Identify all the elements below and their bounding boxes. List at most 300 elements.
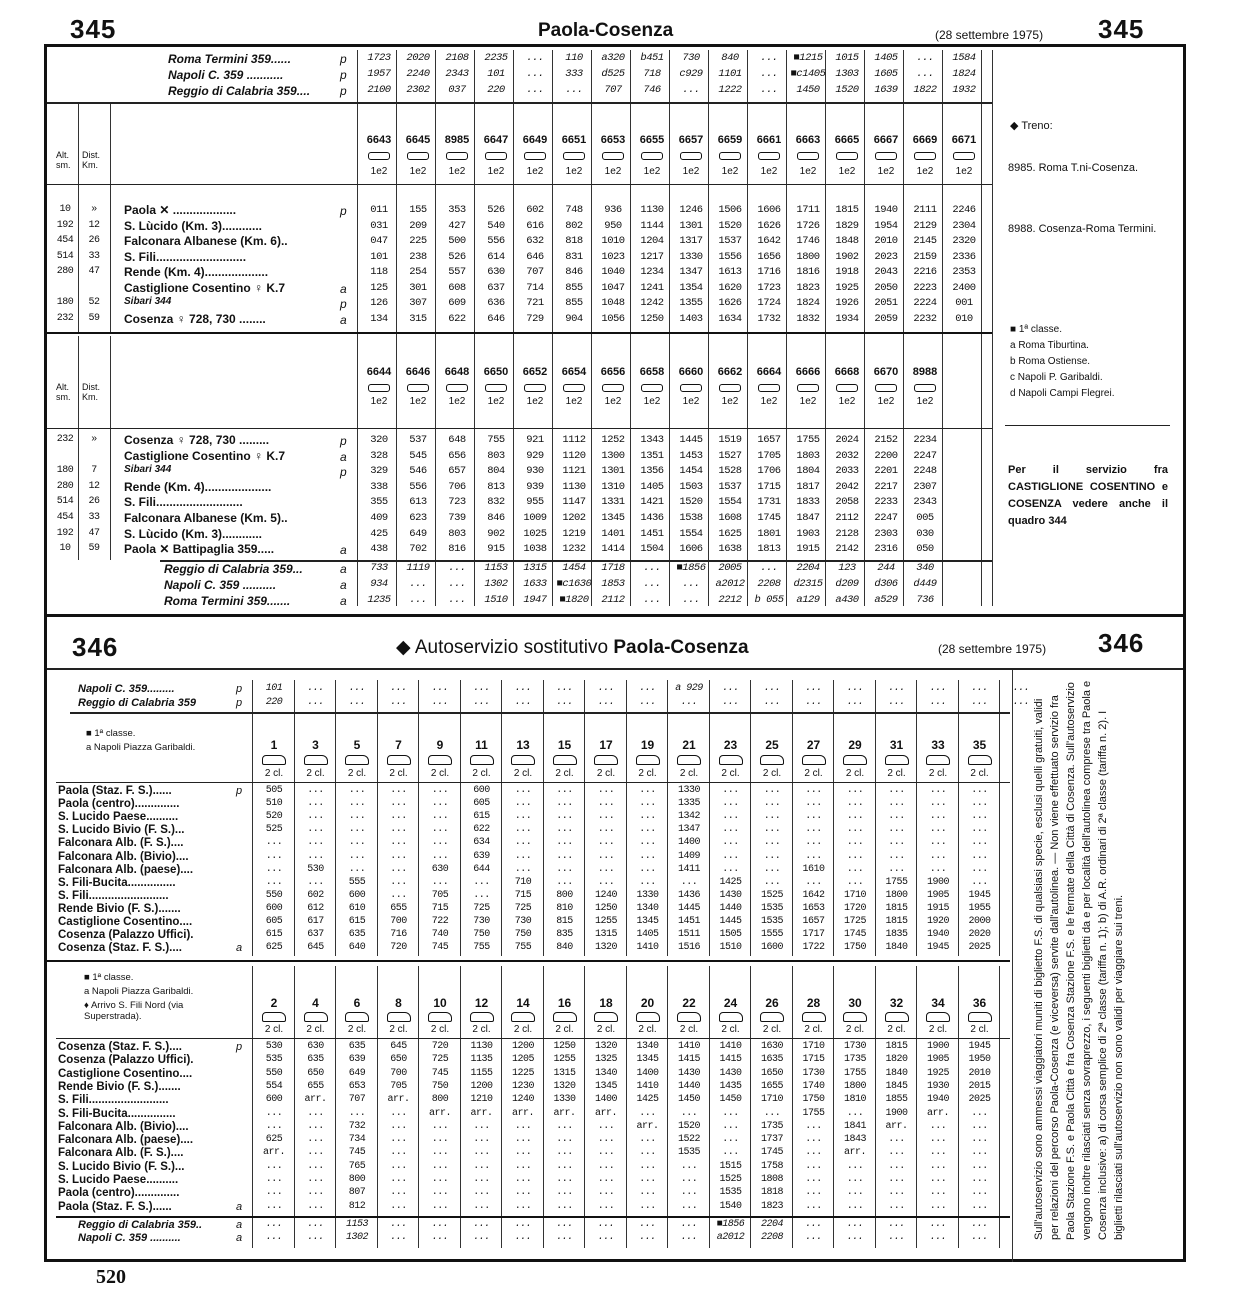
time-cell: ...	[431, 811, 449, 823]
train-class: 1e2	[604, 166, 622, 177]
time-cell: ...	[390, 837, 407, 849]
time-cell: ...	[846, 850, 864, 862]
train-class: 1e2	[526, 166, 544, 177]
time-cell: 818	[565, 235, 583, 247]
time-cell: ...	[556, 811, 573, 823]
table-number-right-346: 346	[1098, 628, 1145, 658]
time-cell: ...	[722, 785, 739, 796]
time-cell: ...	[307, 1174, 324, 1185]
time-cell: ...	[846, 1200, 864, 1212]
time-cell: 715	[431, 902, 449, 914]
train-number: 6666	[795, 366, 821, 378]
train-number: 6654	[561, 366, 587, 378]
time-cell: 1414	[601, 543, 625, 556]
column-rule	[252, 680, 253, 956]
time-cell: 846	[487, 512, 505, 524]
time-cell: ...	[597, 1160, 615, 1172]
time-cell: 600	[348, 889, 366, 901]
station-name: Falconara Alb. (Bivio)....	[58, 1120, 189, 1133]
time-cell: 1932	[952, 84, 976, 96]
time-cell: 600	[265, 902, 283, 914]
altitude: 232	[56, 312, 74, 324]
run-number: 13	[516, 738, 530, 752]
time-cell: 1810	[843, 1094, 866, 1106]
time-cell: 101	[487, 68, 505, 80]
bus-icon	[511, 755, 535, 765]
bus-class: 2 cl.	[555, 1024, 574, 1035]
column-rule	[252, 966, 253, 1248]
time-cell: 427	[448, 219, 466, 232]
time-cell: 1610	[802, 863, 825, 875]
train-number: 6652	[522, 366, 548, 378]
bus-icon	[885, 755, 909, 765]
bus-class: 2 cl.	[472, 768, 491, 779]
time-cell: ...	[929, 1200, 947, 1212]
time-cell: ...	[929, 1147, 947, 1159]
time-cell: 600	[265, 1094, 283, 1106]
time-cell: 1056	[601, 312, 625, 325]
bus-class: 2 cl.	[389, 1024, 408, 1035]
time-cell: 921	[526, 434, 544, 446]
time-cell: ...	[348, 683, 366, 694]
time-cell: 1745	[843, 929, 866, 941]
time-cell: 1750	[802, 1094, 825, 1106]
time-cell: ...	[971, 837, 988, 849]
time-cell: 733	[370, 562, 388, 574]
time-cell: ...	[971, 1200, 988, 1212]
time-cell: ...	[846, 1219, 864, 1230]
fare-conditions-note: Sull'autoservizio sono ammessi viaggiatori muniti di biglietto F.S. di qualsiasi specie, esclusi quelli gratuiti, validi per relazioni del percorso Paola-Cosenza (e viceversa) servite dall'autolinea. — Non viene effettuato servizio fra Paola Stazione F.S. e Paola Città e fra Cosenza Stazione F.S. e le fermate della Città di Cosenza. Sull'autoservizio vengono inoltre rilasciati senza sovraprezzo, i seguenti biglietti da e per località dell'autolinea comprese tra Paola e Cosenza inclusive: a) di corsa semplice di 2ª classe (tariffa n. 1); b) di A.R. ordinari di 2ª classe (tariffa n. 2). I biglietti rilasciati sull'autoservizio non sono validi per viaggiare sui treni.	[1033, 680, 1125, 1240]
run-number: 24	[723, 996, 738, 1010]
time-cell: ...	[597, 1219, 615, 1230]
time-cell: 707	[348, 1094, 366, 1106]
time-cell: 2010	[968, 1067, 991, 1079]
time-cell: 650	[390, 1054, 407, 1066]
time-cell: ...	[348, 785, 366, 796]
time-cell: 1947	[523, 594, 547, 606]
time-cell: 1403	[679, 312, 703, 325]
time-cell: ...	[390, 798, 407, 810]
time-cell: 1255	[594, 916, 617, 927]
time-cell: ...	[526, 52, 544, 64]
time-cell: 1920	[926, 916, 949, 927]
time-cell: ...	[390, 1160, 407, 1172]
time-cell: ...	[307, 1187, 324, 1199]
time-cell: ■c1630	[556, 578, 592, 590]
time-cell: ■1215	[793, 52, 823, 64]
station-name: Falconara Albanese (Km. 5)..	[124, 511, 288, 525]
time-cell: ...	[348, 850, 366, 862]
time-cell: ...	[348, 863, 366, 875]
time-cell: ■1856	[676, 562, 706, 574]
time-cell: ...	[307, 1160, 324, 1172]
time-cell: ...	[431, 798, 449, 810]
time-cell: 2112	[601, 594, 625, 606]
time-cell: ...	[929, 1174, 947, 1185]
time-cell: 1650	[760, 1067, 783, 1079]
bus-class: 2 cl.	[928, 768, 948, 779]
time-cell: 155	[409, 204, 427, 216]
time-cell: ...	[265, 876, 283, 888]
time-cell: 625	[265, 942, 283, 954]
time-cell: 1847	[796, 512, 820, 524]
station-name: Paola (centro)..............	[58, 798, 180, 811]
time-cell: 1240	[511, 1094, 534, 1106]
table-number-left: 345	[70, 14, 117, 44]
time-cell: 1745	[757, 512, 781, 524]
time-cell: ...	[556, 1160, 573, 1172]
time-cell: ...	[597, 1120, 615, 1132]
time-cell: 929	[526, 449, 544, 462]
time-cell: 438	[370, 543, 388, 556]
run-number: 15	[557, 738, 572, 752]
station-name: S. Fili.........................	[58, 889, 169, 902]
time-cell: ...	[307, 1120, 324, 1132]
time-cell: ...	[846, 1160, 864, 1172]
time-cell: 1800	[843, 1080, 866, 1092]
table-title: Paola-Cosenza	[538, 20, 674, 41]
station-name: S. Lucido Bivio (F. S.)...	[58, 824, 185, 837]
time-cell: 1822	[913, 84, 937, 96]
time-cell: 718	[643, 68, 661, 80]
time-cell: ...	[929, 683, 947, 694]
time-cell: ...	[639, 1134, 656, 1146]
time-cell: 340	[916, 562, 934, 574]
train-number: 6646	[405, 366, 431, 378]
time-cell: 720	[431, 1041, 449, 1052]
time-cell: 750	[431, 1080, 449, 1092]
time-cell: ...	[265, 1200, 283, 1212]
station-name: Rende (Km. 4)...................	[124, 265, 269, 279]
time-cell: 632	[526, 235, 544, 247]
time-cell: ...	[265, 1160, 283, 1172]
time-cell: 649	[348, 1067, 366, 1079]
time-cell: 2010	[874, 235, 898, 247]
time-cell: ...	[514, 850, 532, 862]
time-cell: 001	[955, 297, 973, 309]
time-cell: 1520	[677, 1120, 700, 1132]
bus-class: 2 cl.	[679, 768, 699, 779]
divider	[56, 1038, 1010, 1039]
time-cell: 1025	[523, 527, 547, 540]
time-cell: ...	[565, 84, 583, 96]
time-cell: 1330	[553, 1094, 576, 1106]
train-number: 8988	[912, 366, 938, 378]
time-cell: 1731	[757, 496, 781, 509]
time-cell: 831	[565, 250, 583, 263]
time-cell: 1415	[719, 1054, 742, 1066]
altitude: 280	[56, 480, 74, 492]
time-cell: 301	[409, 281, 427, 294]
time-cell: 101	[370, 250, 388, 263]
time-cell: ...	[888, 1232, 905, 1243]
time-cell: ...	[514, 1160, 532, 1172]
time-cell: 1525	[719, 1174, 742, 1185]
altitude: 454	[56, 235, 74, 246]
time-cell: 1820	[885, 1054, 908, 1066]
time-cell: 902	[487, 527, 505, 540]
page-number: 520	[96, 1266, 126, 1288]
time-cell: 1200	[470, 1080, 493, 1092]
train-class: 1e2	[370, 166, 388, 177]
time-cell: ...	[1012, 697, 1030, 708]
time-cell: 1940	[926, 1094, 949, 1106]
time-cell: 2233	[874, 496, 898, 509]
time-cell: ...	[929, 1187, 947, 1199]
arr-dep-flag: a	[236, 942, 243, 955]
time-cell: ...	[929, 863, 947, 875]
time-cell: ...	[307, 811, 324, 823]
time-cell: ...	[597, 1232, 615, 1243]
time-cell: 1705	[757, 449, 781, 462]
time-cell: 2025	[968, 1094, 991, 1106]
train-class: 1e2	[916, 396, 934, 407]
time-cell: 1955	[968, 902, 991, 914]
bus-class: 2 cl.	[970, 768, 989, 779]
station-name: Falconara Alb. (Bivio)....	[58, 850, 189, 863]
time-cell: 1504	[640, 543, 664, 556]
time-cell: 803	[448, 527, 466, 540]
station-name: Castiglione Cosentino....	[58, 1067, 193, 1080]
time-cell: ...	[431, 1120, 449, 1132]
train-icon	[563, 384, 585, 392]
train-icon	[914, 384, 936, 392]
time-cell: ...	[556, 683, 573, 694]
time-cell: ...	[514, 1219, 532, 1230]
time-cell: 934	[370, 578, 388, 590]
station-name: Rende Bivio (F. S.).......	[58, 1080, 181, 1093]
time-cell: ...	[971, 1107, 988, 1119]
time-cell: 1450	[677, 1094, 700, 1106]
time-cell: ...	[846, 863, 864, 875]
bus-icon	[885, 1012, 909, 1022]
time-cell: ...	[888, 798, 905, 810]
time-cell: 315	[409, 312, 427, 325]
time-cell: 1047	[601, 281, 625, 294]
time-cell: ...	[722, 798, 739, 810]
station-name: Cosenza (Palazzo Uffici).	[58, 1054, 194, 1067]
run-number: 14	[516, 996, 530, 1010]
time-cell: 1210	[470, 1094, 493, 1106]
divider	[47, 428, 992, 429]
time-cell: ...	[431, 1219, 449, 1230]
arr-dep-flag: a	[340, 281, 347, 296]
divider	[47, 184, 992, 185]
time-cell: ...	[390, 863, 407, 875]
time-cell: 1246	[679, 204, 703, 216]
time-cell: 1808	[760, 1174, 783, 1185]
time-cell: 2042	[835, 480, 859, 493]
time-cell: 846	[565, 266, 583, 278]
time-cell: ...	[805, 850, 822, 862]
time-cell: 1710	[760, 1094, 783, 1106]
time-cell: 702	[409, 543, 427, 556]
time-cell: 520	[265, 811, 283, 823]
time-cell: 425	[370, 527, 388, 540]
train-class: 1e2	[526, 396, 544, 407]
distance: 52	[88, 297, 100, 308]
time-cell: 800	[348, 1174, 366, 1185]
time-cell: 1715	[802, 1054, 825, 1066]
time-cell: 1048	[601, 297, 625, 309]
time-cell: 840	[721, 52, 739, 64]
time-cell: 1320	[553, 1080, 576, 1092]
time-cell: 1302	[345, 1232, 368, 1243]
bus-icon	[387, 755, 411, 765]
time-cell: 1940	[926, 929, 949, 941]
time-cell: 1737	[760, 1134, 783, 1146]
train-icon	[641, 384, 663, 392]
time-cell: ...	[722, 1120, 739, 1132]
time-cell: 1853	[601, 578, 625, 590]
time-cell: 557	[448, 266, 466, 278]
time-cell: 011	[370, 204, 388, 216]
time-cell: ...	[971, 1219, 988, 1230]
time-cell: ...	[763, 1107, 781, 1119]
train-icon	[407, 152, 429, 160]
time-cell: ...	[929, 1120, 947, 1132]
station-name: Castiglione Cosentino ♀ K.7	[124, 280, 286, 295]
time-cell: 1252	[601, 434, 625, 446]
alt-header: Alt. sm.	[56, 150, 71, 170]
time-cell: ...	[763, 824, 781, 836]
time-cell: 636	[487, 297, 505, 309]
time-cell: 1723	[757, 281, 781, 294]
time-cell: 1015	[835, 52, 859, 64]
train-number: 6669	[912, 134, 938, 146]
time-cell: 2400	[952, 281, 976, 294]
time-cell: 1725	[843, 916, 866, 927]
time-cell: c929	[679, 68, 703, 80]
train-class: 1e2	[643, 396, 661, 407]
time-cell: 1010	[601, 235, 625, 247]
time-cell: 1410	[677, 1041, 700, 1052]
station-name: Reggio di Calabria 359....	[168, 84, 311, 98]
altitude: 180	[56, 465, 74, 477]
time-cell: 1430	[719, 1067, 742, 1079]
time-cell: 1824	[952, 68, 976, 80]
time-cell: 1620	[718, 281, 742, 294]
train-class: 1e2	[877, 396, 895, 407]
time-cell: ...	[639, 683, 656, 694]
time-cell: 722	[431, 916, 449, 927]
time-cell: 1605	[874, 68, 898, 80]
time-cell: ■1856	[716, 1219, 745, 1230]
time-cell: 1840	[885, 942, 908, 954]
time-cell: a529	[874, 594, 898, 606]
column-rule	[78, 336, 79, 560]
run-number: 17	[599, 738, 613, 752]
time-cell: 623	[409, 512, 427, 524]
run-number: 10	[433, 996, 447, 1010]
time-cell: 2304	[952, 219, 976, 232]
bus-icon	[428, 1012, 452, 1022]
time-cell: ...	[514, 863, 532, 875]
time-cell: 602	[307, 889, 324, 901]
time-cell: 1300	[601, 449, 625, 462]
train-icon	[914, 152, 936, 160]
bus-icon	[802, 1012, 826, 1022]
time-cell: ...	[348, 1107, 366, 1119]
station-name: Cosenza (Staz. F. S.)....	[58, 1041, 182, 1053]
time-cell: ...	[971, 811, 988, 823]
time-cell: arr.	[843, 1147, 866, 1159]
time-cell: 645	[307, 942, 324, 954]
station-name: Castiglione Cosentino....	[58, 916, 193, 928]
altitude: 10	[59, 204, 71, 215]
train-icon	[407, 384, 429, 392]
time-cell: ...	[556, 824, 573, 836]
time-cell: ...	[760, 562, 778, 574]
altitude: 280	[56, 266, 74, 277]
bus-icon	[470, 755, 494, 765]
bus-icon	[926, 1012, 950, 1022]
time-cell: 1400	[594, 1094, 617, 1106]
station-name: Falconara Alb. (paese)....	[58, 863, 194, 876]
time-cell: ...	[348, 798, 366, 810]
time-cell: ...	[763, 837, 781, 849]
time-cell: ...	[473, 1120, 490, 1132]
time-cell: 409	[370, 512, 388, 524]
time-cell: 550	[265, 1067, 283, 1079]
time-cell: 705	[431, 889, 449, 901]
train-class: 1e2	[877, 166, 895, 177]
time-cell: 1715	[757, 480, 781, 493]
station-name: Napoli C. 359.........	[78, 683, 175, 695]
time-cell: 1642	[757, 235, 781, 247]
time-cell: 1315	[553, 1067, 576, 1079]
time-cell: 1144	[640, 219, 664, 232]
time-cell: 1200	[511, 1041, 534, 1052]
bus-class: 2 cl.	[264, 1024, 284, 1035]
time-cell: ...	[805, 1160, 822, 1172]
train-class: 1e2	[370, 396, 388, 407]
time-cell: ...	[597, 863, 615, 875]
bus-class: 2 cl.	[306, 768, 325, 779]
time-cell: ...	[431, 1187, 449, 1199]
station-name: Sibari 344	[124, 296, 172, 307]
time-cell: ...	[473, 1134, 490, 1146]
time-cell: 716	[390, 929, 407, 941]
time-cell: 1954	[874, 219, 898, 232]
run-number: 16	[557, 996, 572, 1010]
distance: 33	[88, 512, 100, 523]
time-cell: 765	[348, 1160, 366, 1172]
time-cell: ...	[846, 876, 864, 888]
time-cell: 750	[473, 929, 490, 941]
time-cell: 101	[265, 683, 283, 694]
time-cell: 1758	[760, 1160, 783, 1172]
time-cell: 2223	[913, 281, 937, 294]
time-cell: a129	[796, 594, 820, 606]
time-cell: 1302	[484, 578, 508, 590]
bus-icon	[470, 1012, 494, 1022]
time-cell: 047	[370, 235, 388, 247]
distance: »	[91, 204, 97, 215]
time-cell: 640	[348, 942, 366, 954]
table-number-right: 345	[1098, 14, 1145, 44]
time-cell: 1522	[677, 1134, 700, 1146]
altitude: 514	[56, 496, 74, 508]
time-cell: 525	[265, 824, 283, 836]
column-rule	[110, 104, 111, 332]
train-class: 1e2	[565, 166, 583, 177]
time-cell: 745	[348, 1147, 366, 1159]
time-cell: arr.	[926, 1107, 949, 1119]
time-cell: 1436	[677, 889, 700, 901]
time-cell: 1606	[757, 204, 781, 216]
time-cell: 1520	[718, 219, 742, 232]
